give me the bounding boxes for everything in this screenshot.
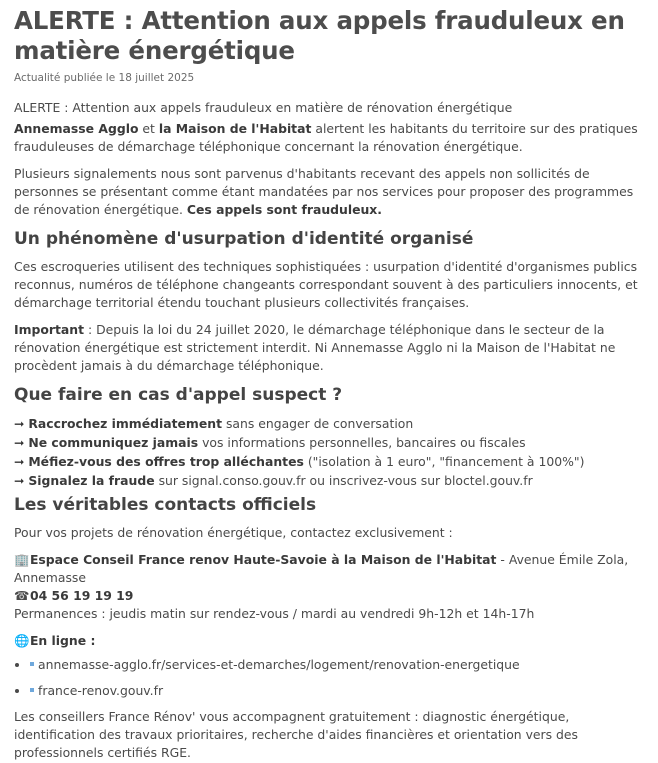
heading-usurpation: Un phénomène d'usurpation d'identité organisé — [14, 229, 474, 249]
paragraph-important: Important : Depuis la loi du 24 juillet 2020, le démarchage téléphonique dans le secteur de la rénovation énergétique est strictement interdit. Ni Annemasse Agglo ni la Maison de l'Habitat ne procèdent jamais à du démarchage téléphonique. — [14, 322, 616, 373]
page-title: ALERTE : Attention aux appels frauduleux en matière énergétique — [14, 6, 625, 65]
arrow-icon: ➞ — [14, 473, 25, 488]
link-icon — [30, 662, 34, 666]
building-icon: 🏢 — [14, 552, 30, 567]
link-item — [30, 656, 644, 674]
publish-date: Actualité publiée le 18 juillet 2025 — [14, 72, 195, 84]
arrow-icon: ➞ — [14, 435, 25, 450]
globe-icon: 🌐 — [14, 633, 30, 648]
link-france-renov[interactable]: france-renov.gouv.fr — [38, 683, 164, 698]
action-item: ➞ Méfiez-vous des offres trop alléchantes ("isolation à 1 euro", "financement à 100%") — [14, 454, 585, 469]
fraud-statement: Ces appels sont frauduleux. — [186, 202, 383, 217]
action-item: ➞ Signalez la fraude sur signal.conso.gouv.fr ou inscrivez-vous sur bloctel.gouv.fr — [14, 473, 533, 488]
action-item: ➞ Ne communiquez jamais vos informations personnelles, bancaires ou fiscales — [14, 435, 526, 450]
link-item — [30, 682, 644, 700]
org-maison-habitat: la Maison de l'Habitat — [158, 121, 312, 136]
arrow-icon: ➞ — [14, 454, 25, 469]
contact-hours: Permanences : jeudis matin sur rendez-vous / mardi au vendredi 9h-12h et 14h-17h — [14, 606, 535, 621]
link-list — [14, 656, 644, 700]
contact-phone: ☎ 04 56 19 19 19 — [14, 588, 134, 603]
paragraph-conseillers: Les conseillers France Rénov' vous accompagnent gratuitement : diagnostic énergétique, identification des travaux prioritaires, recherche d'aides financières et orientation vers des professionnels certifiés RGE. — [14, 709, 578, 760]
arrow-icon: ➞ — [14, 416, 25, 431]
paragraph-signalements: Plusieurs signalements nous sont parvenus d'habitants recevant des appels non sollicités de personnes se présentant comme étant mandatées par nos services pour proposer des programmes de rénovation énergétique. Ces appels sont frauduleux. — [14, 166, 634, 217]
paragraph-alert: Annemasse Agglo et la Maison de l'Habitat alertent les habitants du territoire sur des pratiques frauduleuses de démarchage téléphonique concernant la rénovation énergétique. — [14, 121, 638, 154]
org-annemasse: Annemasse Agglo — [14, 121, 139, 136]
action-item: ➞ Raccrochez immédiatement sans engager de conversation — [14, 416, 414, 431]
link-annemasse[interactable]: annemasse-agglo.fr/services-et-demarches/logement/renovation-energetique — [38, 657, 520, 672]
heading-contacts: Les véritables contacts officiels — [14, 495, 317, 515]
contact-address: 🏢 Espace Conseil France renov Haute-Savoie à la Maison de l'Habitat - Avenue Émile Zola, Annemasse — [14, 552, 629, 585]
heading-que-faire: Que faire en cas d'appel suspect ? — [14, 385, 343, 405]
paragraph-escroqueries: Ces escroqueries utilisent des techniques sophistiquées : usurpation d'identité d'organismes publics reconnus, numéros de téléphone changeants correspondant souvent à des particuliers innocents, et démarchage territorial étendu touchant plusieurs collectivités françaises. — [14, 259, 638, 310]
phone-icon: ☎ — [14, 588, 30, 603]
paragraph-contact-intro: Pour vos projets de rénovation énergétique, contactez exclusivement : — [14, 525, 453, 540]
link-icon — [30, 688, 34, 692]
intro-text: ALERTE : Attention aux appels frauduleux en matière de rénovation énergétique — [14, 100, 513, 115]
contact-online: 🌐 En ligne : — [14, 633, 96, 648]
action-list — [14, 414, 644, 490]
